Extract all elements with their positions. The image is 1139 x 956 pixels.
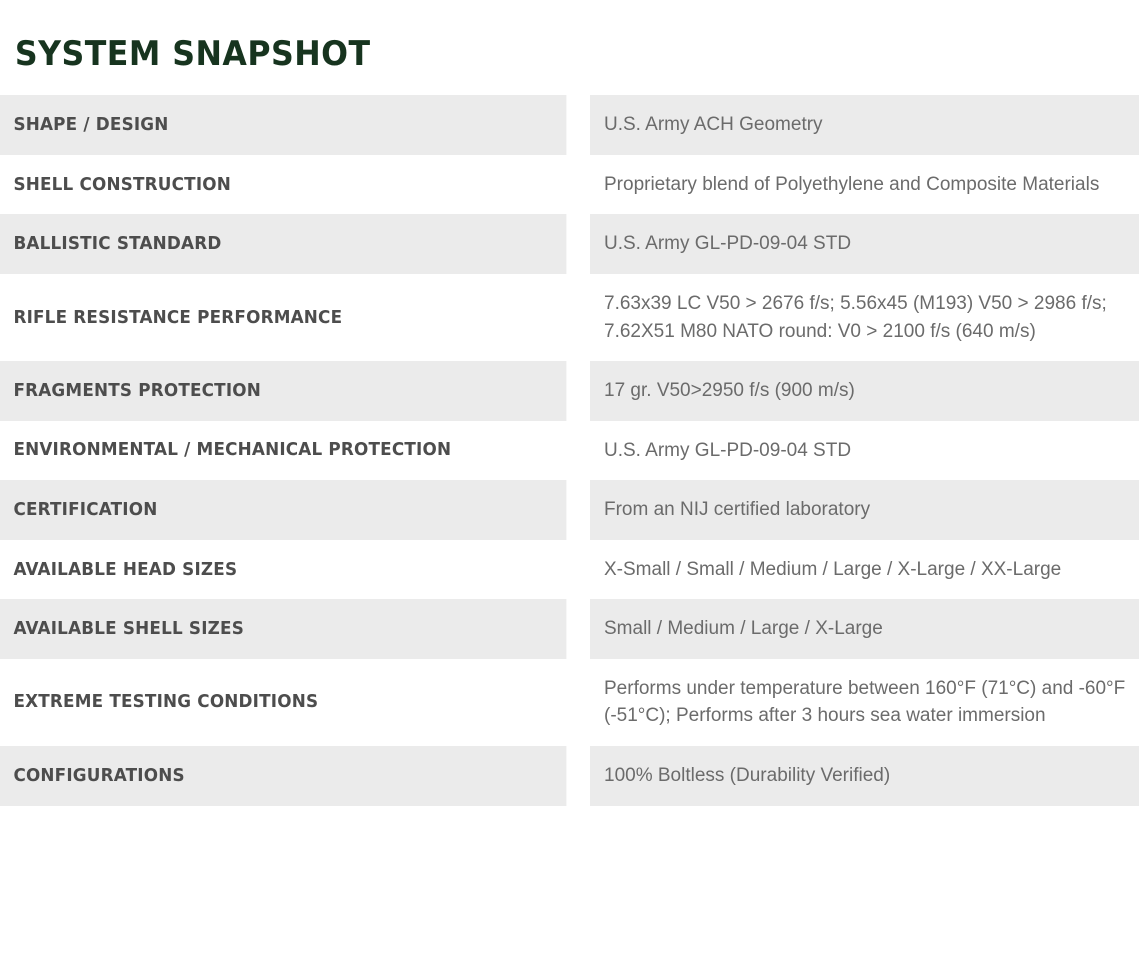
spec-value: U.S. Army ACH Geometry xyxy=(590,95,1139,155)
spec-value: From an NIJ certified laboratory xyxy=(590,480,1139,540)
spec-value: 7.63x39 LC V50 > 2676 f/s; 5.56x45 (M193) V50 > 2986 f/s; 7.62X51 M80 NATO round: V0 > 2100 f/s (640 m/s) xyxy=(590,274,1139,361)
system-snapshot-table xyxy=(0,95,1139,805)
spec-label: AVAILABLE HEAD SIZES xyxy=(0,540,566,600)
spec-label: EXTREME TESTING CONDITIONS xyxy=(0,659,566,746)
table-row xyxy=(0,361,1139,421)
spec-label: BALLISTIC STANDARD xyxy=(0,214,566,274)
spec-label: FRAGMENTS PROTECTION xyxy=(0,361,566,421)
spec-label: ENVIRONMENTAL / MECHANICAL PROTECTION xyxy=(0,421,566,481)
spec-value: 17 gr. V50>2950 f/s (900 m/s) xyxy=(590,361,1139,421)
spec-label: AVAILABLE SHELL SIZES xyxy=(0,599,566,659)
spec-label: SHELL CONSTRUCTION xyxy=(0,155,566,215)
table-row xyxy=(0,746,1139,806)
page-title: SYSTEM SNAPSHOT xyxy=(14,34,371,74)
table-row xyxy=(0,421,1139,481)
spec-value: Performs under temperature between 160°F (71°C) and -60°F (-51°C); Performs after 3 hours sea water immersion xyxy=(590,659,1139,746)
spec-value: 100% Boltless (Durability Verified) xyxy=(590,746,1139,806)
table-row xyxy=(0,214,1139,274)
spec-label: RIFLE RESISTANCE PERFORMANCE xyxy=(0,274,566,361)
spec-value: U.S. Army GL-PD-09-04 STD xyxy=(590,421,1139,481)
spec-label: CONFIGURATIONS xyxy=(0,746,566,806)
table-row xyxy=(0,480,1139,540)
table-row xyxy=(0,599,1139,659)
table-row xyxy=(0,540,1139,600)
table-row xyxy=(0,659,1139,746)
spec-table-body xyxy=(0,95,1139,805)
spec-value: U.S. Army GL-PD-09-04 STD xyxy=(590,214,1139,274)
spec-label: CERTIFICATION xyxy=(0,480,566,540)
table-row xyxy=(0,95,1139,155)
spec-value: Proprietary blend of Polyethylene and Composite Materials xyxy=(590,155,1139,215)
spec-value: X-Small / Small / Medium / Large / X-Large / XX-Large xyxy=(590,540,1139,600)
spec-value: Small / Medium / Large / X-Large xyxy=(590,599,1139,659)
table-row xyxy=(0,274,1139,361)
spec-label: SHAPE / DESIGN xyxy=(0,95,566,155)
table-row xyxy=(0,155,1139,215)
